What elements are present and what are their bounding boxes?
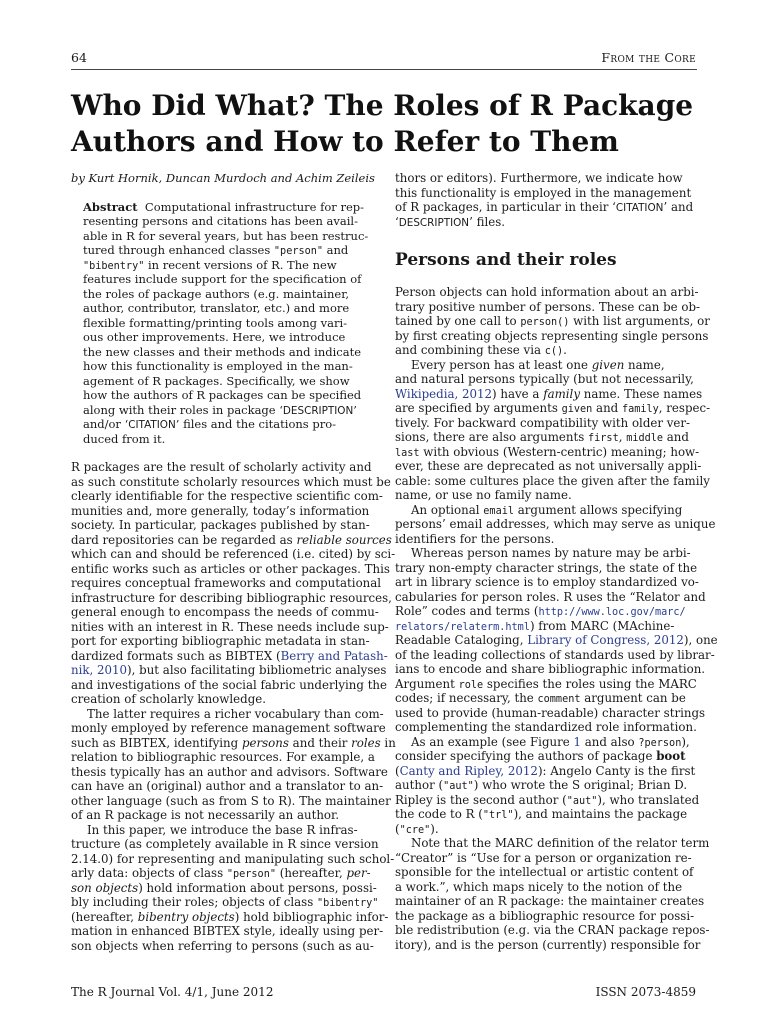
body-text: ’ files. bbox=[469, 214, 506, 229]
body-text: specifies the roles using the MARC bbox=[483, 676, 697, 691]
body-text: argument can be bbox=[580, 691, 686, 705]
body-line: which can and should be referenced (i.e. cited) by sci- bbox=[71, 547, 396, 561]
body-text: Argument bbox=[395, 676, 459, 691]
body-text: with list arguments, or bbox=[569, 314, 710, 328]
body-text: tained by one call to bbox=[395, 314, 521, 328]
body-text: codes; if necessary, the bbox=[395, 691, 538, 705]
emphasis: persons bbox=[241, 735, 289, 750]
body-text: Role” codes and terms ( bbox=[395, 604, 539, 618]
body-line: Whereas person names by nature may be arbi- bbox=[411, 546, 691, 560]
inline-code: given bbox=[561, 404, 593, 415]
intro-paragraph-1 bbox=[71, 460, 396, 707]
body-line: Note that the MARC definition of the relator term bbox=[411, 836, 710, 850]
citation-link[interactable]: nik, 2010 bbox=[71, 663, 128, 677]
body-text: Ripley is the second author ( bbox=[395, 792, 567, 807]
body-line: trary non-empty character strings, the state of the bbox=[395, 560, 698, 575]
body-text: ), one bbox=[683, 633, 718, 647]
body-text: ), bbox=[681, 734, 690, 749]
body-text: Readable Cataloging, bbox=[395, 633, 528, 647]
body-line: itory), and is the person (currently) responsible for bbox=[395, 937, 701, 952]
body-line: sponsible for the intellectual or artistic content of bbox=[395, 865, 694, 879]
body-text: and combining these via bbox=[395, 343, 545, 357]
body-line: as such constitute scholarly resources which must be bbox=[71, 474, 391, 489]
body-text: ‘ bbox=[395, 214, 399, 229]
body-text: the code to R ( bbox=[395, 807, 483, 821]
section-heading: Persons and their roles bbox=[395, 250, 617, 270]
inline-code: "trl" bbox=[482, 810, 514, 821]
article-title bbox=[71, 88, 711, 160]
abstract-line: ous other improvements. Here, we introduce bbox=[83, 330, 346, 344]
body-line: entific works such as articles or other packages. This bbox=[71, 561, 390, 576]
body-text: and also bbox=[580, 734, 639, 749]
body-text: sions, there are also arguments bbox=[395, 430, 589, 444]
abstract-line: flexible formatting/printing tools among vari- bbox=[83, 315, 348, 330]
body-text: bly including their roles; objects of class bbox=[71, 895, 318, 909]
body-line: ble redistribution (e.g. via the CRAN package repos- bbox=[395, 923, 710, 937]
abstract-label: Abstract bbox=[83, 199, 138, 214]
abstract-text: ’ files and the citations pro- bbox=[175, 417, 337, 431]
inline-code: "aut" bbox=[443, 781, 474, 792]
figure-link[interactable]: 1 bbox=[573, 734, 581, 749]
body-line: this functionality is employed in the management bbox=[395, 185, 692, 200]
body-line: port for exporting bibliographic metadata in stan- bbox=[71, 634, 370, 648]
abstract-line: features include support for the specification of bbox=[83, 272, 362, 286]
body-text: in bbox=[380, 735, 396, 750]
body-line: munities and, more generally, today’s information bbox=[71, 503, 370, 518]
body-text: dard repositories can be regarded as bbox=[71, 532, 297, 547]
body-line: trary positive number of persons. These can be ob- bbox=[395, 299, 701, 314]
body-text: and bbox=[663, 430, 689, 444]
body-line: by first creating objects representing single persons bbox=[395, 328, 709, 343]
url-link[interactable]: relators/relaterm.html bbox=[395, 621, 530, 633]
citation-link[interactable]: Canty and Ripley, 2012 bbox=[399, 763, 538, 778]
body-line: monly employed by reference management software bbox=[71, 721, 386, 735]
body-line: The latter requires a richer vocabulary than com- bbox=[87, 706, 384, 721]
abstract-text: tured through enhanced classes bbox=[83, 243, 271, 257]
body-text: ), who translated bbox=[597, 792, 700, 807]
body-line: In this paper, we introduce the base R infras- bbox=[87, 822, 358, 837]
citation-link[interactable]: Library of Congress, 2012 bbox=[527, 633, 684, 647]
emphasis: son objects bbox=[71, 880, 139, 895]
body-text: (hereafter, bbox=[71, 909, 138, 924]
inline-code: role bbox=[458, 679, 484, 691]
body-text: ) have a bbox=[492, 386, 544, 401]
body-text: consider specifying the authors of package bbox=[395, 749, 657, 763]
abstract-line: duced from it. bbox=[83, 431, 166, 446]
body-text: , respec- bbox=[658, 401, 711, 415]
file-name: CITATION bbox=[128, 419, 176, 431]
body-line: relation to bibliographic resources. For example, a bbox=[71, 750, 375, 764]
body-text: ( bbox=[395, 763, 400, 778]
inline-code: middle bbox=[626, 433, 664, 444]
persons-paragraph-1 bbox=[395, 285, 710, 358]
file-name: DESCRIPTION bbox=[398, 216, 470, 229]
body-line: “Creator” is “Use for a person or organization re- bbox=[395, 850, 692, 865]
file-name: CITATION bbox=[615, 202, 664, 214]
body-line: the package as a bibliographic resource for possi- bbox=[395, 908, 695, 923]
body-line: R packages are the result of scholarly activity and bbox=[71, 460, 372, 474]
abstract-line: agement of R packages. Specifically, we show bbox=[83, 373, 350, 388]
intro-paragraph-2 bbox=[71, 706, 396, 823]
body-text: ), and maintains the package bbox=[513, 807, 688, 821]
body-line: cabularies for person roles. R uses the “Relator and bbox=[395, 589, 706, 604]
title-line-1: Who Did What? The Roles of R Package bbox=[71, 89, 694, 122]
body-text: (hereafter, bbox=[275, 866, 347, 880]
abstract-text: along with their roles in package ‘ bbox=[83, 402, 283, 417]
emphasis: bibentry objects bbox=[137, 909, 235, 924]
body-line: a work.”, which maps nicely to the notion of the bbox=[395, 879, 683, 894]
body-text: are specified by arguments bbox=[395, 401, 562, 415]
footer-issn: ISSN 2073-4859 bbox=[595, 985, 696, 999]
emphasis: reliable sources bbox=[296, 532, 392, 547]
persons-paragraph-2 bbox=[395, 357, 711, 503]
body-text: , bbox=[618, 430, 627, 444]
body-text: ) who wrote the S original; Brian D. bbox=[473, 778, 688, 792]
body-line: identifiers for the persons. bbox=[395, 531, 555, 546]
file-name: DESCRIPTION bbox=[282, 404, 354, 417]
emphasis: roles bbox=[351, 735, 381, 750]
body-text: name. These names bbox=[580, 386, 703, 401]
body-text: ): Angelo Canty is the first bbox=[537, 763, 696, 778]
inline-code: "aut" bbox=[566, 795, 598, 807]
byline: by Kurt Hornik, Duncan Murdoch and Achim Zeileis bbox=[71, 171, 375, 185]
body-line: maintainer of an R package: the maintainer creates bbox=[395, 894, 705, 908]
body-line: tructure (as completely available in R since version bbox=[71, 837, 379, 851]
body-text: and bbox=[592, 401, 622, 415]
intro-continuation bbox=[395, 171, 693, 229]
abstract-line: the new classes and their methods and indicate bbox=[83, 344, 361, 359]
abstract-line: how this functionality is employed in the man- bbox=[83, 359, 353, 373]
citation-link[interactable]: Berry and Patash- bbox=[280, 648, 388, 663]
inline-code: "bibentry" bbox=[83, 260, 145, 272]
abstract-text: and/or ‘ bbox=[83, 417, 129, 431]
body-line: clearly identifiable for the respective scientific com- bbox=[71, 489, 383, 503]
body-text: ), but also facilitating bibliometric analyses bbox=[127, 663, 387, 677]
right-column bbox=[395, 171, 718, 952]
body-text: Every person has at least one bbox=[411, 357, 592, 372]
body-line: ians to encode and share bibliographic information. bbox=[395, 662, 706, 676]
body-line: used to provide (human-readable) character strings bbox=[395, 705, 706, 720]
body-text: . bbox=[563, 343, 567, 357]
left-column bbox=[71, 171, 396, 953]
body-line: art in library science is to employ standardized vo- bbox=[395, 575, 699, 589]
body-line: other language (such as from S to R). The maintainer bbox=[71, 793, 391, 808]
inline-code: comment bbox=[537, 694, 581, 705]
body-text: ) hold bibliographic infor- bbox=[234, 909, 389, 924]
inline-code: person() bbox=[520, 317, 570, 328]
running-header: From the Core bbox=[601, 50, 696, 65]
emphasis: per- bbox=[346, 866, 371, 880]
body-text: argument allows specifying bbox=[513, 502, 683, 517]
page-number: 64 bbox=[71, 50, 87, 65]
body-text: ) hold information about persons, possi- bbox=[138, 880, 377, 895]
body-text: author ( bbox=[395, 778, 444, 792]
inline-code: family bbox=[621, 404, 659, 415]
url-link[interactable]: http://www.loc.gov/marc/ bbox=[538, 607, 686, 618]
body-text: of R packages, in particular in their ‘ bbox=[395, 200, 616, 214]
body-text: An optional bbox=[411, 502, 484, 517]
body-line: infrastructure for describing bibliographic resources, bbox=[71, 590, 392, 605]
abstract-text: and bbox=[326, 243, 349, 257]
body-text: with obvious (Western-centric) meaning; how- bbox=[419, 444, 700, 459]
body-line: can have an (original) author and a translator to an- bbox=[71, 779, 384, 793]
emphasis: family bbox=[543, 386, 580, 401]
body-text: and their bbox=[288, 735, 352, 750]
inline-code: last bbox=[395, 447, 420, 459]
inline-code: "bibentry" bbox=[317, 898, 379, 909]
body-text: As an example (see Figure bbox=[411, 734, 574, 749]
inline-code: ?person bbox=[638, 737, 682, 749]
inline-code: c() bbox=[544, 346, 564, 357]
package-name: boot bbox=[656, 749, 686, 763]
body-line: of an R package is not necessarily an author. bbox=[71, 808, 340, 822]
body-line: requires conceptual frameworks and computational bbox=[71, 576, 382, 590]
body-line: society. In particular, packages published by stan- bbox=[71, 518, 370, 532]
body-text: ). bbox=[430, 821, 439, 836]
body-line: creation of scholarly knowledge. bbox=[71, 692, 266, 706]
abstract-text: in recent versions of R. The new bbox=[148, 257, 337, 272]
abstract-line: resenting persons and citations has been avail- bbox=[83, 214, 358, 228]
body-text: name, bbox=[624, 357, 665, 372]
body-line: of the leading collections of standards used by librar- bbox=[395, 647, 715, 662]
persons-paragraph-3 bbox=[395, 502, 716, 547]
inline-code: first bbox=[588, 433, 619, 444]
body-text: such as BIBTEX, identifying bbox=[71, 735, 242, 750]
abstract-line: the roles of package authors (e.g. maintainer, bbox=[83, 286, 350, 301]
body-text: ’ and bbox=[663, 200, 694, 214]
abstract-text: ’ bbox=[353, 402, 357, 417]
intro-paragraph-3 bbox=[71, 822, 395, 954]
body-line: and investigations of the social fabric underlying the bbox=[71, 677, 388, 692]
body-line: nities with an interest in R. These needs include sup- bbox=[71, 619, 389, 634]
inline-code: "person" bbox=[226, 869, 276, 880]
body-line: tively. For backward compatibility with older ver- bbox=[395, 415, 691, 430]
body-line: thors or editors). Furthermore, we indicate how bbox=[395, 171, 683, 185]
abstract-line: how the authors of R packages can be specified bbox=[83, 388, 362, 402]
title-line-2: Authors and How to Refer to Them bbox=[71, 125, 619, 158]
body-line: name, or use no family name. bbox=[395, 488, 572, 502]
body-line: complementing the standardized role information. bbox=[395, 720, 697, 734]
body-line: persons’ email addresses, which may serve as unique bbox=[395, 517, 716, 531]
emphasis: given bbox=[591, 357, 625, 372]
abstract-line: able in R for several years, but has been restruc- bbox=[83, 228, 369, 243]
body-text: ( bbox=[395, 821, 400, 836]
body-line: general enough to encompass the needs of commu- bbox=[71, 605, 379, 619]
abstract-text: Computational infrastructure for rep- bbox=[144, 199, 365, 214]
footer-journal: The R Journal Vol. 4/1, June 2012 bbox=[71, 985, 274, 999]
inline-code: "cre" bbox=[399, 824, 431, 836]
persons-paragraph-4 bbox=[395, 546, 718, 735]
abstract bbox=[83, 200, 369, 447]
header-rule bbox=[71, 69, 697, 70]
body-text: arly data: objects of class bbox=[71, 866, 227, 880]
body-line: 2.14.0) for representing and manipulating such schol- bbox=[71, 851, 395, 866]
citation-link[interactable]: Wikipedia, 2012 bbox=[395, 386, 493, 401]
inline-code: "person" bbox=[273, 246, 323, 257]
inline-code: email bbox=[483, 505, 514, 517]
body-line: son objects when referring to persons (such as au- bbox=[71, 938, 374, 953]
body-line: and natural persons typically (but not necessarily, bbox=[395, 372, 694, 386]
persons-paragraph-6 bbox=[395, 836, 710, 952]
abstract-line: author, contributor, translator, etc.) and more bbox=[83, 301, 350, 315]
body-line: ever, these are deprecated as not universally appli- bbox=[395, 459, 702, 473]
body-line: mation in enhanced BIBTEX style, ideally using per- bbox=[71, 924, 384, 938]
body-text: dardized formats such as BIBTEX ( bbox=[71, 648, 281, 663]
body-line: cable: some cultures place the given after the family bbox=[395, 473, 710, 488]
body-text: ) from MARC (MAchine- bbox=[529, 618, 675, 633]
persons-paragraph-5 bbox=[395, 734, 700, 837]
body-line: thesis typically has an author and advisors. Software bbox=[71, 764, 388, 779]
body-line: Person objects can hold information about an arbi- bbox=[395, 285, 699, 299]
